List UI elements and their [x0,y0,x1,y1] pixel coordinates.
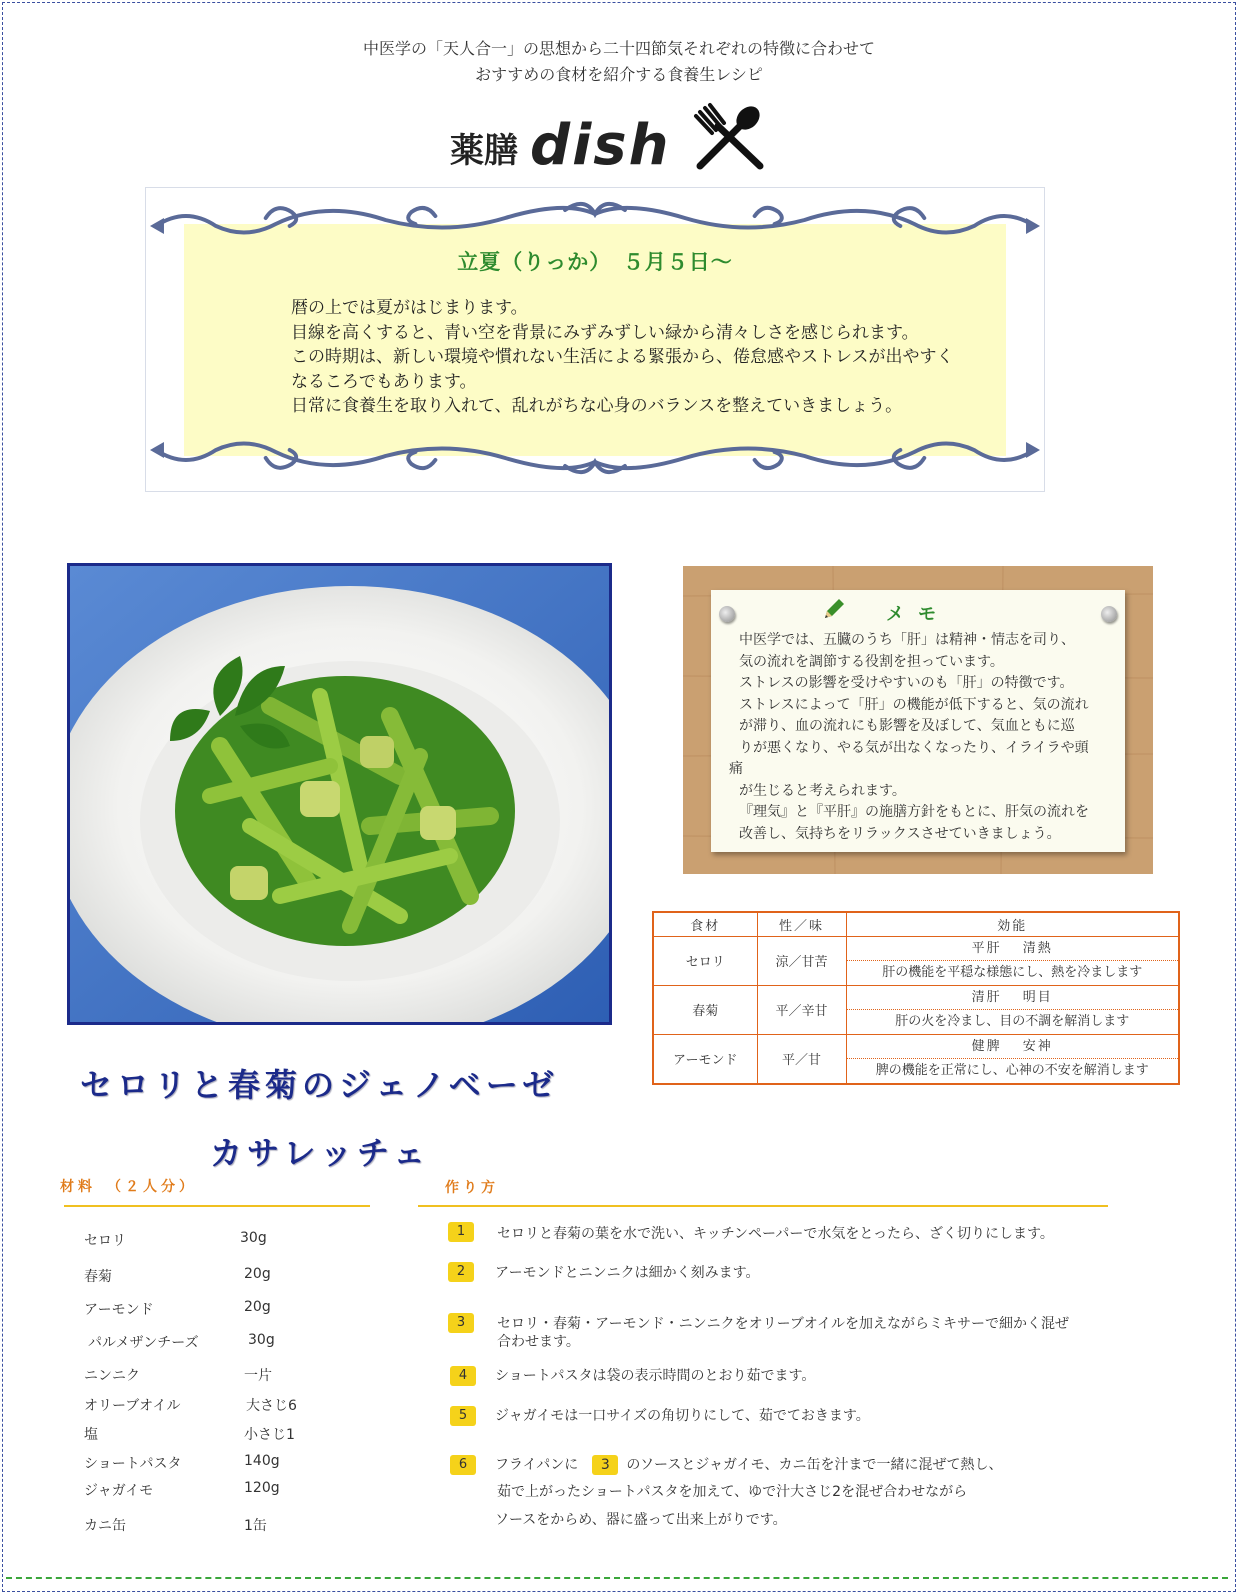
table-effect-desc: 脾の機能を正常にし、心神の不安を解消します [875,1062,1149,1078]
table-effect-desc: 肝の機能を平穏な様態にし、熱を冷まします [882,964,1143,980]
logo-kanji: 薬膳 [450,131,518,171]
table-row [653,985,1179,1034]
step-text-pre: フライパンに [495,1457,579,1473]
step-text: ソースをからめ、器に盛って出来上がりです。 [495,1512,787,1528]
steps-heading: 作り方 [445,1180,499,1196]
season-body [291,296,991,419]
table-effect-cell [846,1034,1179,1084]
table-effect-desc: 肝の火を冷まし、目の不調を解消します [895,1013,1130,1029]
ingredient-name: アーモンド [84,1302,154,1318]
dish-photo [67,563,612,1025]
ingredient-qty: 140g [244,1453,280,1469]
logo [450,108,768,178]
ingredient-qty: 20g [244,1266,271,1282]
dish-title: セロリと春菊のジェノベーゼ [80,1066,560,1104]
ingredient-qty: 1缶 [244,1518,267,1534]
step-text: ジャガイモは一口サイズの角切りにして、茹でておきます。 [495,1408,870,1424]
step-number: 4 [450,1366,476,1386]
ingredient-name: 春菊 [84,1269,112,1285]
steps-underline [418,1205,1108,1207]
step-number: 1 [448,1222,474,1242]
ingredient-qty: 30g [248,1332,275,1348]
memo-paper [711,590,1125,852]
step-text: 茹で上がったショートパスタを加えて、ゆで汁大さじ2を混ぜ合わせながら [497,1484,968,1500]
step-text: ショートパスタは袋の表示時間のとおり茹でます。 [495,1368,816,1384]
step-text: 合わせます。 [497,1334,580,1350]
table-header: 効能 [846,912,1179,936]
table-effect: 健脾 安神 [847,1035,1179,1059]
step-text [495,1455,1003,1475]
ingredient-qty: 大さじ6 [246,1398,297,1414]
memo-line: ストレスの影響を受けやすいのも「肝」の特徴です。 [739,675,1074,691]
season-line: この時期は、新しい環境や慣れない生活による緊張から、倦怠感やストレスが出やすく [291,347,954,367]
ingredient-qty: 30g [240,1230,267,1246]
table-food: セロリ [653,936,757,985]
season-line: 日常に食養生を取り入れて、乱れがちな心身のバランスを整えていきましょう。 [291,396,903,416]
memo-line: ストレスによって「肝」の機能が低下すると、気の流れ [739,696,1089,713]
season-title: 立夏（りっか） ５月５日～ [457,250,733,274]
season-line: なるころでもあります。 [291,371,477,392]
ingredient-name: パルメザンチーズ [88,1335,199,1351]
table-effect-cell [846,985,1179,1034]
season-line: 目線を高くすると、青い空を背景にみずみずしい緑から清々しさを感じられます。 [291,322,919,343]
dish-subtitle: カサレッチェ [210,1134,431,1172]
table-nature: 平／辛甘 [757,985,846,1034]
ingredient-name: ジャガイモ [84,1483,154,1499]
ingredient-qty: 小さじ1 [244,1427,295,1443]
step-reference: 3 [592,1455,618,1475]
table-row [653,1034,1179,1084]
memo-line: が生じると考えられます。 [739,782,906,799]
ingredient-effects-table [652,911,1180,1085]
table-food: 春菊 [653,985,757,1034]
intro-line-2: おすすめの食材を紹介する食養生レシピ [475,65,763,84]
season-line: 暦の上では夏がはじまります。 [291,298,528,318]
ingredient-qty: 120g [244,1480,280,1496]
memo-line: 改善し、気持ちをリラックスさせていきましょう。 [739,825,1061,842]
memo-board [683,566,1153,874]
step-number: 3 [448,1313,474,1333]
table-row [653,936,1179,985]
table-effect-cell [846,936,1179,985]
ingredient-qty: 20g [244,1299,271,1315]
ingredient-name: 塩 [84,1427,98,1443]
ingredient-name: ニンニク [84,1368,140,1384]
ingredient-name: カニ缶 [84,1518,126,1534]
step-number: 6 [450,1455,476,1475]
table-effect: 清肝 明目 [847,986,1179,1010]
bottom-divider [6,1577,1228,1579]
ingredient-qty: 一片 [244,1368,272,1384]
table-header: 性／味 [757,912,846,936]
step-text: セロリと春菊の葉を水で洗い、キッチンペーパーで水気をとったら、ざく切りにします。 [497,1226,1054,1242]
intro-text [0,36,1238,88]
memo-line: 中医学では、五臓のうち「肝」は精神・情志を司り、 [739,632,1075,648]
memo-line: が滞り、血の流れにも影響を及ぼして、気血ともに巡 [739,718,1075,734]
table-nature: 平／甘 [757,1034,846,1084]
step-text: アーモンドとニンニクは細かく刻みます。 [495,1265,760,1281]
table-food: アーモンド [653,1034,757,1084]
memo-line: りが悪くなり、やる気が出なくなったり、イライラや頭 [739,739,1089,756]
step-text-post: のソースとジャガイモ、カニ缶を汁まで一緒に混ぜて熱し、 [626,1457,1003,1473]
ingredient-name: オリーブオイル [84,1398,181,1414]
ingredients-heading: 材料 （２人分） [60,1179,197,1195]
intro-line-1: 中医学の「天人合一」の思想から二十四節気それぞれの特徴に合わせて [362,39,875,58]
memo-line: 『理気』と『平肝』の施膳方針をもとに、肝気の流れを [739,804,1089,820]
fork-spoon-icon [692,102,768,176]
memo-body [729,630,1114,845]
table-effect: 平肝 清熱 [847,937,1179,961]
ornament-top [146,196,1044,240]
step-text: セロリ・春菊・アーモンド・ニンニクをオリーブオイルを加えながらミキサーで細かく混ぜ [497,1316,1070,1332]
logo-latin: dish [530,113,671,178]
ingredients-underline [64,1205,370,1207]
memo-line: 気の流れを調節する役割を担っています。 [739,653,1004,670]
table-header: 食材 [653,912,757,936]
memo-line: 痛 [729,761,743,777]
ingredient-name: セロリ [84,1233,126,1249]
ingredient-name: ショートパスタ [84,1456,182,1472]
step-number: 5 [450,1406,476,1426]
step-number: 2 [448,1262,474,1282]
table-nature: 涼／甘苦 [757,936,846,985]
ornament-bottom [146,436,1044,480]
season-box [145,187,1045,492]
memo-title: メモ [886,604,950,625]
table-header-row [653,912,1179,936]
